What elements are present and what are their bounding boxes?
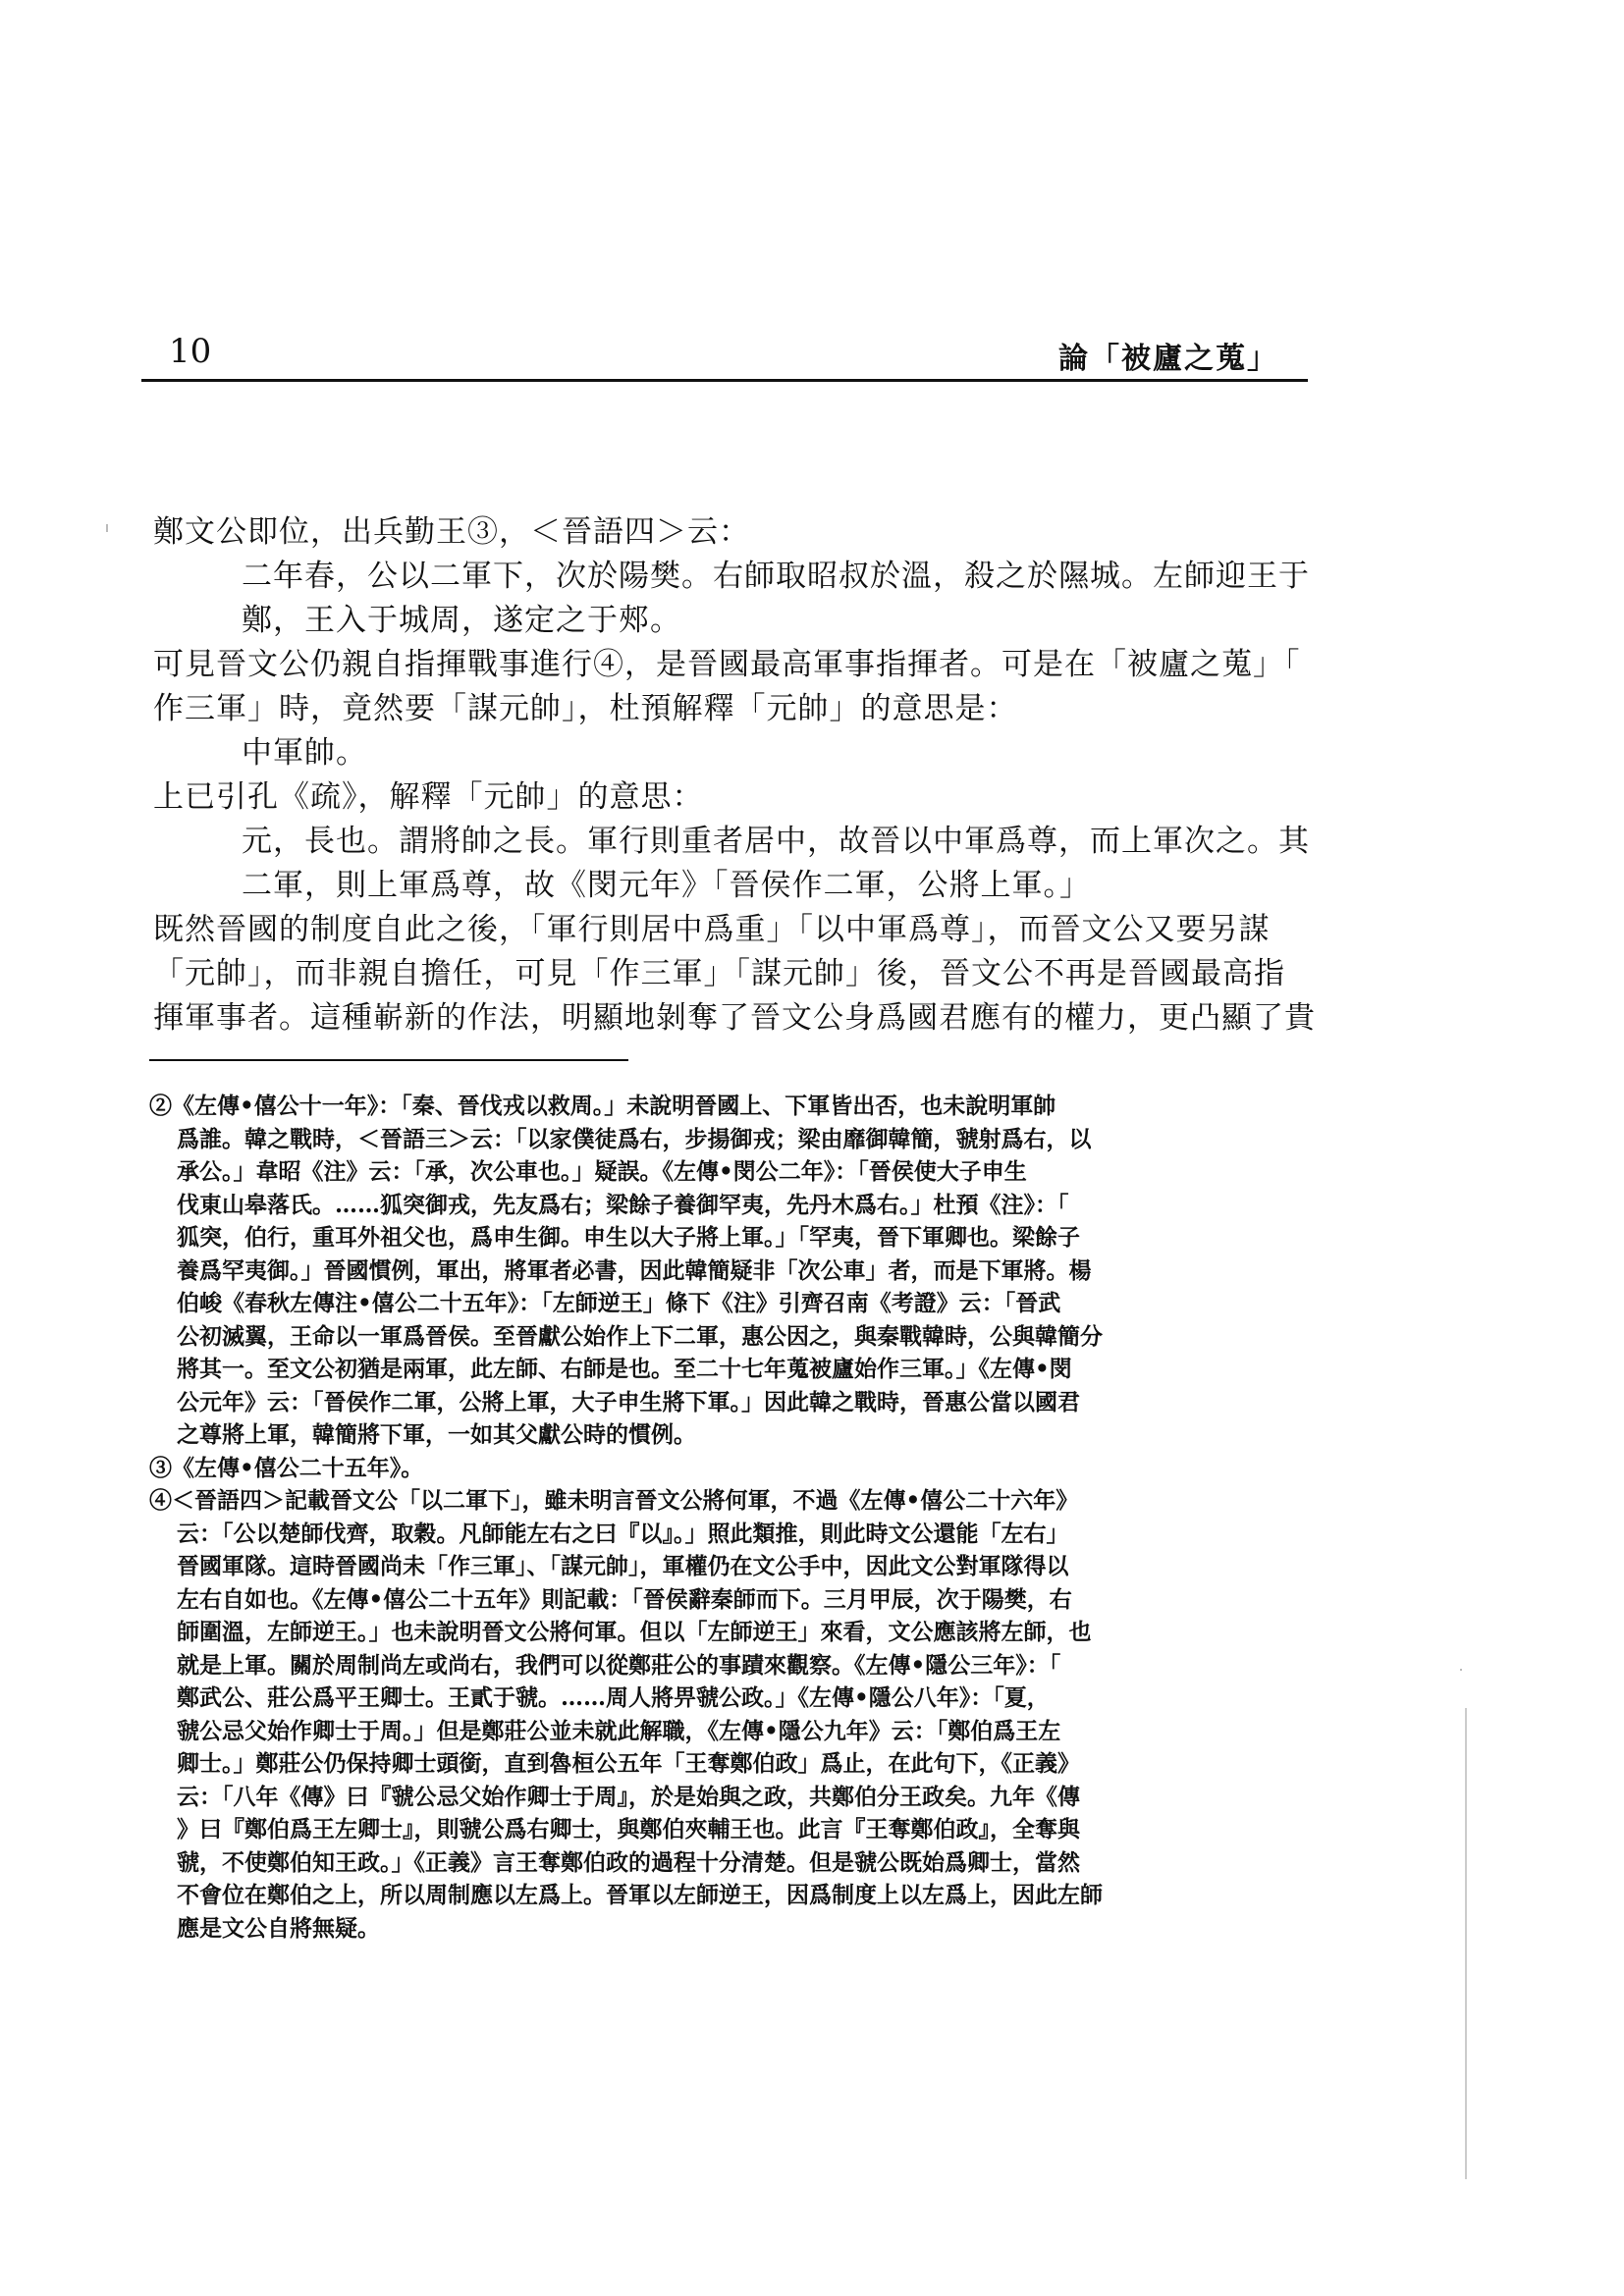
footnote-line [149,1616,1239,1649]
footnote-line [149,1255,1239,1288]
footnote-text: 爲誰。韓之戰時，＜晉語三＞云：「以家僕徒爲右，步揚御戎；梁由靡御韓簡，虢射爲右，以 [177,1125,1092,1152]
body-line: 二年春，公以二軍下，次於陽樊。右師取昭叔於溫，殺之於隰城。左師迎王于 [242,559,1310,594]
footnote-text: 云：「公以楚師伐齊，取穀。凡師能左右之曰『以』。」照此類推，則此時文公還能「左右」 [177,1520,1069,1547]
footnote-marker: ④ [149,1487,172,1514]
scan-edge-line [1465,1708,1467,2179]
main-text [153,510,1316,1041]
body-line: 中軍帥。 [242,735,367,771]
header-rule [141,379,1308,382]
footnote-line [149,1287,1239,1320]
footnote-line [149,1189,1239,1222]
footnote [149,1090,1239,1452]
footnote-line [149,1912,1239,1946]
body-line: 上已引孔《疏》，解釋「元帥」的意思： [153,779,704,815]
footnote-text: 伐東山皋落氏。……狐突御戎，先友爲右；梁餘子養御罕夷，先丹木爲右。」杜預《注》：「 [177,1191,1069,1218]
footnote-line [149,1846,1239,1880]
footnote-line [149,1484,1239,1518]
footnote-line [149,1715,1239,1748]
footnote-text: 虢公忌父始作卿士于周。」但是鄭莊公並未就此解職，《左傳•隱公九年》云：「鄭伯爲王左 [177,1717,1061,1744]
page-header [141,332,1308,381]
footnote-text: 虢，不使鄭伯知王政。」《正義》言王奪鄭伯政的過程十分清楚。但是虢公既始爲卿士，當然 [177,1848,1080,1876]
footnote-text: 公元年》云：「晉侯作二軍，公將上軍，大子申生將下軍。」因此韓之戰時，晉惠公當以國君 [177,1388,1080,1415]
footnote-text: 卿士。」鄭莊公仍保持卿士頭銜，直到魯桓公五年「王奪鄭伯政」爲止，在此句下，《正義》 [177,1750,1080,1777]
footnote-text: 云：「八年《傳》曰『虢公忌父始作卿士于周』，於是始與之政，共鄭伯分王政矣。九年《傳 [177,1783,1080,1810]
footnotes [149,1090,1239,1945]
body-line: 既然晉國的制度自此之後，「軍行則居中爲重」「以中軍爲尊」，而晉文公又要另謀 [153,912,1271,947]
footnote [149,1452,1239,1485]
footnote-line [149,1813,1239,1846]
footnote-text: 左右自如也。《左傳•僖公二十五年》則記載：「晉侯辭秦師而下。三月甲辰，次于陽樊，右 [177,1585,1072,1613]
footnote-line [149,1221,1239,1255]
footnote-line [149,1583,1239,1617]
footnote-line [149,1123,1239,1156]
footnote-text: 不會位在鄭伯之上，所以周制應以左爲上。晉軍以左師逆王，因爲制度上以左爲上，因此左師 [177,1882,1103,1908]
footnote [149,1484,1239,1945]
footnote-line [149,1386,1239,1419]
footnote-line [149,1155,1239,1189]
footnote-text: 伯峻《春秋左傳注•僖公二十五年》：「左師逆王」條下《注》引齊召南《考證》云：「晉武 [177,1290,1061,1316]
footnote-line [149,1090,1239,1123]
body-line: 元，長也。謂將帥之長。軍行則重者居中，故晉以中軍爲尊，而上軍次之。其 [242,824,1310,859]
footnote-text: 公初滅翼，王命以一軍爲晉侯。至晉獻公始作上下二軍，惠公因之，與秦戰韓時，公與韓簡分 [177,1322,1103,1350]
footnote-text: ＜晉語四＞記載晉文公「以二軍下」，雖未明言晉文公將何軍，不過《左傳•僖公二十六年》 [172,1487,1079,1514]
footnote-line [149,1781,1239,1814]
scan-speck [106,524,108,532]
footnote-marker: ② [149,1093,172,1119]
page-number: 10 [169,332,212,371]
running-title: 論「被廬之蒐」 [1058,342,1278,376]
footnote-text: 應是文公自將無疑。 [177,1914,380,1942]
body-line: 鄭，王入于城周，遂定之于郟。 [242,603,681,638]
body-line: 作三軍」時，竟然要「謀元帥」，杜預解釋「元帥」的意思是： [153,691,1018,726]
footnote-text: 《左傳•僖公二十五年》。 [172,1454,424,1481]
footnote-line [149,1879,1239,1912]
footnote-line [149,1550,1239,1583]
footnote-text: 就是上軍。關於周制尚左或尚右，我們可以從鄭莊公的事蹟來觀察。《左傳•隱公三年》：「 [177,1651,1061,1679]
footnote-text: 《左傳•僖公十一年》：「秦、晉伐戎以救周。」未說明晉國上、下軍皆出否，也未說明軍帥 [172,1093,1056,1119]
footnote-text: 晉國軍隊。這時晉國尚未「作三軍」、「謀元帥」，軍權仍在文公手中，因此文公對軍隊得以 [177,1553,1069,1579]
scan-speck [1460,1669,1462,1671]
footnote-line [149,1747,1239,1781]
footnote-text: 之尊將上軍，韓簡將下軍，一如其父獻公時的慣例。 [177,1421,696,1448]
body-line: 二軍，則上軍爲尊，故《閔元年》「晉侯作二軍，公將上軍。」 [242,868,1091,903]
footnote-line [149,1649,1239,1682]
body-line: 揮軍事者。這種嶄新的作法，明顯地剝奪了晉文公身爲國君應有的權力，更凸顯了貴 [153,1000,1316,1036]
footnote-text: 狐突，伯行，重耳外祖父也，爲申生御。申生以大子將上軍。」「罕夷，晉下軍卿也。梁餘子 [177,1224,1080,1251]
footnote-marker: ③ [149,1454,172,1481]
footnote-text: 》曰『鄭伯爲王左卿士』，則虢公爲右卿士，與鄭伯夾輔王也。此言『王奪鄭伯政』，全奪與 [177,1816,1080,1842]
footnote-line [149,1418,1239,1452]
footnote-line [149,1320,1239,1354]
footnote-line [149,1682,1239,1715]
footnote-text: 鄭武公、莊公爲平王卿士。王貳于虢。……周人將畀虢公政。」《左傳•隱公八年》：「夏， [177,1684,1050,1711]
body-line: 「元帥」，而非親自擔任，可見「作三軍」「謀元帥」後，晉文公不再是晉國最高指 [153,956,1285,991]
footnote-text: 將其一。至文公初猶是兩軍，此左師、右師是也。至二十七年蒐被廬始作三軍。」《左傳•閔 [177,1356,1072,1382]
footnote-line [149,1518,1239,1551]
body-line: 鄭文公即位，出兵勤王③，＜晉語四＞云： [153,514,750,550]
body-line: 可見晉文公仍親自指揮戰事進行④，是晉國最高軍事指揮者。可是在「被廬之蒐」「 [153,647,1301,682]
footnote-text: 承公。」韋昭《注》云：「承，次公車也。」疑誤。《左傳•閔公二年》：「晉侯使大子申生 [177,1158,1027,1185]
footnote-line [149,1452,1239,1485]
footnote-separator [149,1059,628,1061]
footnote-text: 師圍溫，左師逆王。」也未說明晉文公將何軍。但以「左師逆王」來看，文公應該將左師，也 [177,1619,1092,1645]
footnote-line [149,1353,1239,1386]
footnote-text: 養爲罕夷御。」晉國慣例，軍出，將軍者必書，因此韓簡疑非「次公車」者，而是下軍將。楊 [177,1256,1092,1284]
